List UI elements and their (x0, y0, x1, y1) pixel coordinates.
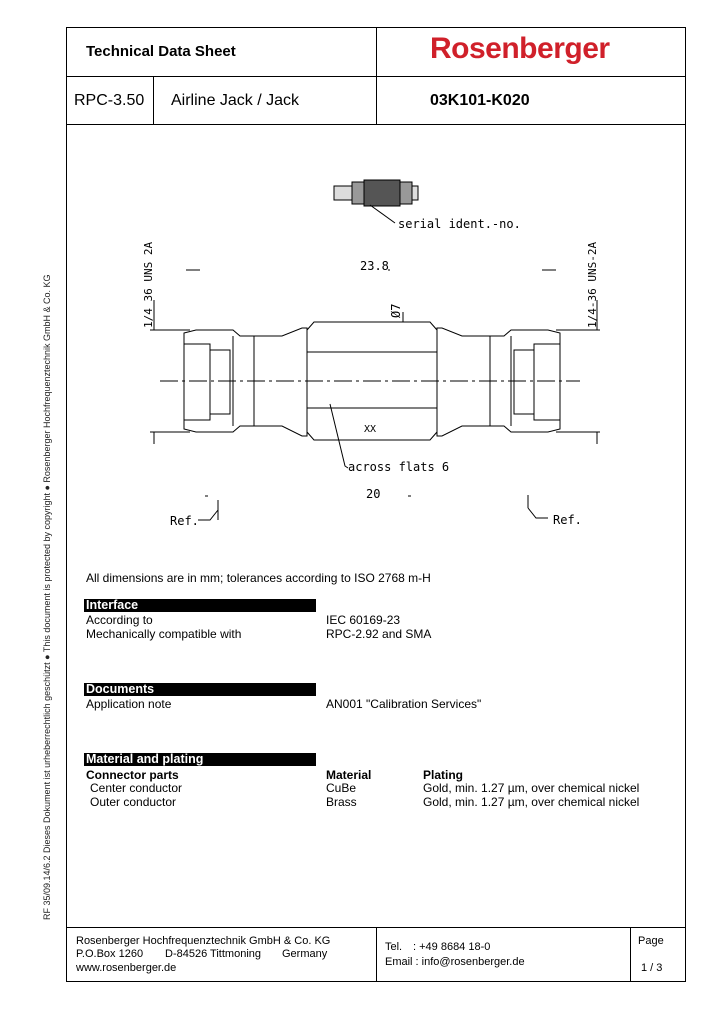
dimensions-note: All dimensions are in mm; tolerances according to ISO 2768 m-H (86, 571, 431, 585)
material-row-part: Center conductor (90, 781, 183, 795)
footer-tel-label: Tel. (385, 941, 403, 953)
footer-divider-v1 (376, 927, 377, 982)
footer-pobox: P.O.Box 1260 (76, 948, 144, 960)
documents-row-label: Application note (86, 697, 172, 711)
footer-divider-v2 (630, 927, 631, 982)
page-label: Page (638, 935, 664, 947)
svg-text:XX: XX (364, 424, 377, 435)
col-material: Material (326, 768, 372, 782)
footer-tel-value: : +49 8684 18-0 (413, 941, 491, 953)
product-description: Airline Jack / Jack (171, 92, 300, 109)
interface-row-label: According to (86, 613, 153, 627)
across-flats-label: across flats 6 (348, 460, 450, 474)
footer-website[interactable]: www.rosenberger.de (76, 962, 177, 974)
header-vertical-divider (376, 27, 377, 124)
col-plating: Plating (423, 768, 464, 782)
material-row-part: Outer conductor (90, 795, 177, 809)
footer-city: D-84526 Tittmoning (165, 948, 261, 960)
series-label: RPC-3.50 (74, 92, 145, 109)
document-title: Technical Data Sheet (86, 43, 236, 60)
material-row-material: Brass (326, 795, 357, 809)
footer-company: Rosenberger Hochfrequenztechnik GmbH & Co. KG (76, 935, 331, 947)
overall-length-label: 23.8 (360, 259, 389, 273)
ref-left-label: Ref. (170, 514, 199, 528)
footer-country: Germany (282, 948, 328, 960)
documents-heading: Documents (84, 683, 316, 696)
company-logo: Rosenberger (430, 32, 610, 65)
interface-row-value: IEC 60169-23 (326, 613, 401, 627)
serial-label: serial ident.-no. (398, 217, 521, 231)
interface-row-label: Mechanically compatible with (86, 627, 242, 641)
footer-email[interactable]: Email : info@rosenberger.de (385, 956, 525, 968)
part-number: 03K101-K020 (430, 92, 530, 109)
thread-left-label: 1/4 36 UNS 2A (142, 241, 155, 328)
thread-right-label: 1/4-36 UNS-2A (586, 241, 599, 328)
diameter-label: Ø7 (389, 303, 403, 318)
page-number: 1 / 3 (641, 962, 663, 974)
connector-drawing (0, 124, 720, 544)
material-heading: Material and plating (84, 753, 316, 766)
material-row-plating: Gold, min. 1.27 µm, over chemical nickel (423, 795, 640, 809)
interface-row-value: RPC-2.92 and SMA (326, 627, 432, 641)
material-row-material: CuBe (326, 781, 357, 795)
material-row-plating: Gold, min. 1.27 µm, over chemical nickel (423, 781, 640, 795)
col-connector-parts: Connector parts (86, 768, 179, 782)
interface-heading: Interface (84, 599, 316, 612)
series-divider (153, 76, 154, 124)
ref-right-label: Ref. (553, 513, 582, 527)
ref-length-label: 20 (366, 487, 381, 501)
documents-row-value: AN001 "Calibration Services" (326, 697, 482, 711)
